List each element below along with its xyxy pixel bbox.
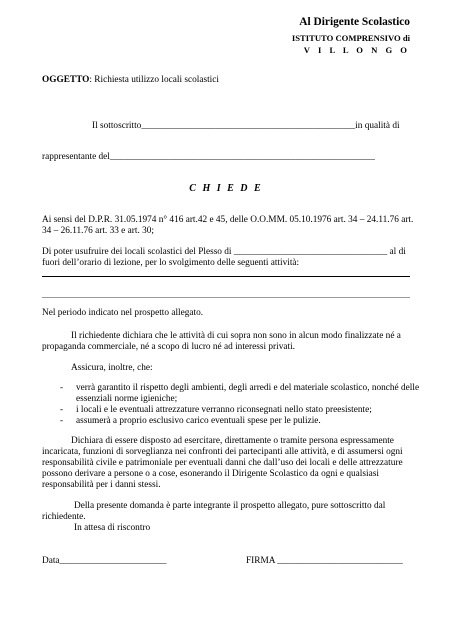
signature-field: FIRMA ___________________________ <box>246 556 403 566</box>
request-heading: C H I E D E <box>189 183 263 194</box>
bullet-3-line-1: assumerà a proprio esclusivo carico eventuali spese per le pulizie. <box>76 416 321 426</box>
activity-fill-line <box>42 297 410 298</box>
bullet-1-line-1: verrà garantito il rispetto degli ambienti, degli arredi e del materiale scolastico, nonché delle <box>76 383 420 393</box>
availability-line-4: possono derivare a persone o a cose, esonerando il Dirigente Scolastico da ogni e qualsiasi <box>42 469 379 479</box>
declaration-line-1: Il richiedente dichiara che le attività di cui sopra non sono in alcun modo finalizzate né a <box>71 331 401 341</box>
town-name: V I L L O N G O <box>303 45 410 55</box>
undersigned-field: Il sottoscritto______________________________________________in qualità di <box>92 121 400 131</box>
assures-intro: Assicura, inoltre, che: <box>71 363 153 373</box>
bullet-2-line-1: i locali e le eventuali attrezzature verranno riconsegnati nello stato preesistente; <box>76 405 372 415</box>
representative-field: rappresentante del_________________________________________________________ <box>42 152 375 162</box>
recipient-title: Al Dirigente Scolastico <box>299 16 410 28</box>
school-name: ISTITUTO COMPRENSIVO di <box>291 33 410 43</box>
integral-line-1: Della presente domanda è parte integrante il prospetto allegato, pure sottoscritto dal <box>74 501 386 511</box>
period-note: Nel periodo indicato nel prospetto allegato. <box>42 308 204 318</box>
availability-line-1: Dichiara di essere disposto ad esercitare, direttamente o tramite persona espressamente <box>71 436 394 446</box>
activity-fill-line <box>42 276 410 277</box>
availability-line-3: responsabilità civile e patrimoniale per eventuali danni che dall’uso dei locali e delle attrezzature <box>42 458 403 468</box>
request-line-2: fuori dell’orario di lezione, per lo svolgimento delle seguenti attività: <box>42 258 300 268</box>
bullet-marker: - <box>60 405 64 415</box>
availability-line-2: incaricata, funzioni di sorveglianza nei confronti dei partecipanti alle attività, e di assumersi ogni <box>42 447 403 457</box>
integral-line-2: richiedente. <box>42 512 86 522</box>
legal-reference-line-1: Ai sensi del D.P.R. 31.05.1974 n° 416 art.42 e 45, delle O.O.MM. 05.10.1976 art. 34 – 24.11.76 art. <box>42 215 414 225</box>
bullet-marker: - <box>60 416 64 426</box>
subject-label: OGGETTO <box>42 75 90 85</box>
availability-line-5: responsabilità per i danni stessi. <box>42 480 161 490</box>
subject-line <box>42 75 219 86</box>
date-field: Data_______________________ <box>42 556 167 566</box>
waiting-note: In attesa di riscontro <box>74 523 151 533</box>
bullet-1-line-2: essenziali norme igieniche; <box>76 394 178 404</box>
declaration-line-2: propaganda commerciale, né a scopo di lucro né ad interessi privati. <box>42 342 295 352</box>
subject-text: : Richiesta utilizzo locali scolastici <box>89 75 219 85</box>
bullet-marker: - <box>60 383 64 393</box>
legal-reference-line-2: 34 – 26.11.76 art. 33 e art. 30; <box>42 226 154 236</box>
request-line-1: Di poter usufruire dei locali scolastici del Plesso di _________________________________ al di <box>42 247 406 257</box>
